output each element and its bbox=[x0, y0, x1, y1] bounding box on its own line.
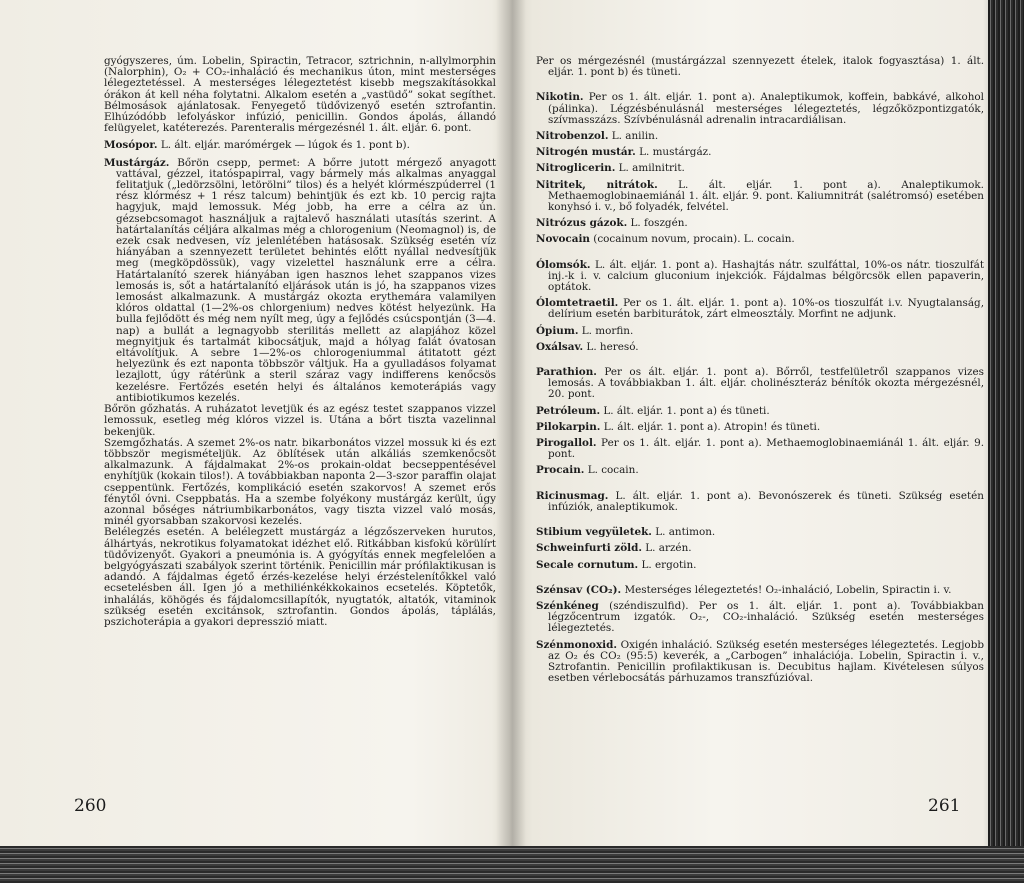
entry-text: Per os ált. eljár. 1. pont a). Bőrről, testfelületről szappanos vizes lemosás. A továbbiakban 1. ált. eljár. cholinészteráz bénítók okozta mérgezésnél, 20. pont. bbox=[548, 366, 984, 401]
entry bbox=[536, 234, 984, 245]
entry-text: L. ált. eljár. marómérgek — lúgok és 1. pont b). bbox=[157, 139, 410, 152]
entry-heading: Nitrózus gázok. bbox=[536, 217, 628, 230]
entry-text: Bőrön csepp, permet: A bőrre jutott mérgező anyagott vattával, gézzel, itatóspapirral, vagy bármely más alkalmas anyaggal felitatjuk („ledörzsölni, letörölni” tilos) és a helyét klórmészpúderrel (1 rész klórmész + 1 rész talcum) behintjük és ezt kb. 10 percig rajta hagyjuk, majd lemossuk. Még jobb, ha erre a célra az ún. gézsebcsomagot használjuk a rajtalevő használati utasítás szerint. A határtalanítás céljára alkalmas még a chlorogenium (Neomagnol) is, de ezek csak nedvesen, víz jelenlétében hatásosak. Szükség esetén víz hiányában a szennyezett területet behintés előtt nyállal nedvesítjük meg (megköpdössük), vagy vizelettel használunk erre a célra. Határtalanító szerek hiányában igen hasznos lehet szappanos vizes lemosás is, sőt a határtalanító eljárások után is jó, ha szappanos vizes lemosást alkalmazunk. A mustárgáz okozta erythemára valamilyen klóros oldattal (1—2%-os chlorgenium) nedves kötést helyezünk. Ha bulla fejlődött és még nem nyílt meg, úgy a fejlődés csúcspontján (3—4. nap) a bullát a legnagyobb sterilitás mellett az alapjához közel megnyitjuk és tartalmát kibocsátjuk, majd a hólyag falát óvatosan eltávolítjuk. A sebre 1—2%-os chlorogeniummal átitatott gézt helyezünk és ezt naponta többször váltjuk. Ha a gyulladásos folyamat lezajlott, úgy rátérünk a steril száraz vagy indifferens kenőcsös kezelésre. Fertőzés esetén helyi és általános kemoterápiás vagy antibiotikumos kezelés. bbox=[116, 156, 496, 404]
right-page-text bbox=[536, 56, 984, 684]
page-number-right: 261 bbox=[928, 796, 961, 816]
entry bbox=[536, 465, 984, 476]
entry-text: Per os 1. ált. eljár. 1. pont a). Methaemoglobinaemiánál 1. ált. eljár. 9. pont. bbox=[548, 437, 984, 461]
entry-heading: Ópium. bbox=[536, 324, 579, 337]
entry bbox=[536, 180, 984, 214]
entry bbox=[536, 260, 984, 294]
page-number-left: 260 bbox=[74, 796, 107, 816]
paragraph: Bőrön gőzhatás. A ruházatot levetjük és az egész testet szappanos vizzel lemossuk, esetleg még klóros vizzel is. Utána a bőrt tiszta vazelinnal bekenjük. bbox=[104, 403, 496, 438]
entry-text: Per os mérgezésnél (mustárgázzal szennyezett ételek, italok fogyasztása) 1. ált. eljár. 1. pont b) és tüneti. bbox=[536, 55, 984, 79]
entry-heading: Secale cornutum. bbox=[536, 558, 639, 571]
entry-text: L. mustárgáz. bbox=[635, 146, 712, 159]
entry-heading: Ólomtetraetil. bbox=[536, 297, 619, 310]
entry-heading: Oxálsav. bbox=[536, 340, 584, 353]
entry bbox=[536, 342, 984, 353]
entry-heading: Parathion. bbox=[536, 366, 597, 379]
entry bbox=[536, 131, 984, 142]
entry-heading: Mosópor. bbox=[104, 139, 158, 152]
entry-heading: Nikotin. bbox=[536, 91, 584, 104]
entry-heading: Nitritek, nitrátok. bbox=[536, 178, 658, 191]
entry-text: L. foszgén. bbox=[627, 217, 688, 230]
entry-text: L. anilin. bbox=[608, 130, 659, 143]
entry bbox=[536, 92, 984, 126]
entry-heading: Szénmonoxid. bbox=[536, 638, 618, 651]
entry bbox=[536, 367, 984, 401]
paragraph: Belélegzés esetén. A belélegzett mustárgáz a légzőszerveken hurutos, álhártyás, nekrotikus folyamatokat idézhet elő. Ritkábban kisfokú körülírt tüdővizenyőt. Gyakori a pneumónia is. A gyógyítás ennek megfelelően a belgyógyászati szabályok szerint történik. Penicillin már prófilaktikusan is adandó. A fájdalmas égető érzés-kezelése helyi érzéstelenítőkkel való ecsetelésben áll. Igen jó a methiliénkékkokainos ecsetelés. Köptetők, inhalálás, köhögés és fájdalomcsillapítók, nyugtatók, altatók, vitaminok szükség esetén excitánsok, sztrofantin. Gondos ápolás, táplálás, pszichoterápia a gyakori depresszió miatt. bbox=[104, 526, 496, 628]
entry-heading: Petróleum. bbox=[536, 404, 601, 417]
entry bbox=[104, 140, 496, 151]
entry-heading: Ricinusmag. bbox=[536, 489, 609, 502]
entry-text: Oxigén inhaláció. Szükség esetén mesterséges lélegeztetés. Legjobb az O₂ és CO₂ (95:5) keverék, a „Carbogen” inhalációja. Lobelin, Spiractin i. v., Sztrofantin. Penicillin profilaktikusan is. Decubitus hajlam. Kivételesen súlyos esetben vérlebocsátás párhuzamos transzfúzióval. bbox=[548, 638, 984, 685]
entry-text: L. ált. eljár. 1. pont a). Bevonószerek és tüneti. Szükség esetén infúziók, analeptikumok. bbox=[548, 489, 984, 513]
entry-text: L. cocain. bbox=[584, 464, 639, 477]
entry-heading: Nitrogén mustár. bbox=[536, 146, 636, 159]
entry bbox=[536, 147, 984, 158]
entry-text: L. ált. eljár. 1. pont a) és tüneti. bbox=[600, 404, 770, 417]
entry bbox=[536, 543, 984, 554]
entry-heading: Stibium vegyületek. bbox=[536, 526, 652, 539]
entry-text: Mesterséges lélegeztetés! O₂-inhaláció, Lobelin, Spiractin i. v. bbox=[621, 583, 952, 596]
entry bbox=[536, 218, 984, 229]
entry-heading: Pirogallol. bbox=[536, 437, 597, 450]
entry-heading: Schweinfurti zöld. bbox=[536, 542, 642, 555]
paragraph: Szemgőzhatás. A szemet 2%-os natr. bikarbonátos vizzel mossuk ki és ezt többször megismételjük. Az öblítések után alkáliás szemkenőcsöt alkalmazunk. A fájdalmakat 2%-os prokain-oldat becseppentésével enyhítjük (kokain tilos!). A továbbiakban naponta 2—3-szor paraffin olajat cseppentünk. Fertőzés, komplikáció esetén szakorvos! A szemet erős fénytől óvni. Cseppbatás. Ha a szembe folyékony mustárgáz került, úgy azonnal bőséges nátriumbikarbonátos, vagy tiszta vizzel való mosás, minél gyorsabban szakorvosi kezelés. bbox=[104, 436, 496, 528]
entry-heading: Nitrobenzol. bbox=[536, 130, 609, 143]
entry-text: Per os 1. ált. eljár. 1. pont a). Analeptikumok, koffein, babkávé, alkohol (pálinka). Légzésbénulásnál mesterséges lélegeztetés, légzőközpontizgatók, szívmasszázs. Szívbénulásnál adrenalin intracardiálisan. bbox=[548, 91, 984, 126]
entry-text: L. arzén. bbox=[641, 542, 692, 555]
entry-text: (cocainum novum, procain). L. cocain. bbox=[589, 233, 795, 246]
entry bbox=[536, 438, 984, 460]
entry-text: L. ált. eljár. 1. pont a). Analeptikumok. Methaemoglobinaemiánál 1. ált. eljár. 9. pont. Kaliumnitrát (salétromsó) esetében konyhsó i. v., bő folyadék, felvétel. bbox=[548, 178, 984, 214]
entry bbox=[536, 585, 984, 596]
entry-heading: Nitroglicerin. bbox=[536, 162, 616, 175]
entry bbox=[536, 601, 984, 635]
entry bbox=[536, 56, 984, 78]
entry bbox=[536, 640, 984, 685]
entry-heading: Procain. bbox=[536, 464, 585, 477]
right-page bbox=[536, 56, 984, 684]
entry bbox=[536, 163, 984, 174]
left-page-text bbox=[104, 56, 496, 628]
entry bbox=[104, 158, 496, 404]
entry-text: L. amilnitrit. bbox=[615, 162, 685, 175]
left-page bbox=[104, 56, 496, 628]
entry-text: L. ált. eljár. 1. pont a). Atropin! és tüneti. bbox=[600, 420, 821, 433]
entry bbox=[536, 298, 984, 320]
book-gutter bbox=[496, 0, 526, 883]
entry-text: L. ergotin. bbox=[638, 558, 697, 571]
entry bbox=[536, 527, 984, 538]
entry-text: L. heresó. bbox=[583, 340, 639, 353]
entry bbox=[536, 560, 984, 571]
entry-text: L. antimon. bbox=[651, 526, 716, 539]
entry-heading: Mustárgáz. bbox=[104, 156, 170, 169]
entry-heading: Novocain bbox=[536, 233, 590, 246]
paragraph: gyógyszeres, úm. Lobelin, Spiractin, Tetracor, sztrichnin, n-allylmorphin (Nalorphin), O₂ + CO₂-inhaláció és mechanikus úton, mint mesterséges lélegeztetéssel. A mesterséges lélegeztetést kisebb megszakításokkal órákon át kell néha folytatni. Alkalom esetén a „vastüdő” sokat segíthet. Bélmosások ajánlatosak. Fenyegető tüdővizenyő esetén sztrofantin. Elhúzódóbb lefolyáskor infúzió, penicillin. Gondos ápolás, állandó felügyelet, katéterezés. Parenteralis mérgezésnél 1. ált. eljár. 6. pont. bbox=[104, 55, 496, 135]
entry-heading: Ólomsók. bbox=[536, 258, 591, 271]
entry-text: (széndiszulfid). Per os 1. ált. eljár. 1. pont a). Továbbiakban légzőcentrum izgatók. O₂-, CO₂-inhaláció. Szükség esetén mesterséges lélegeztetés. bbox=[548, 599, 984, 635]
entry bbox=[536, 422, 984, 433]
entry-text: Per os 1. ált. eljár. 1. pont a). 10%-os tioszulfát i.v. Nyugtalanság, delírium esetén barbiturátok, zárt elmeosztály. Morfint ne adjunk. bbox=[548, 297, 984, 321]
entry bbox=[536, 406, 984, 417]
entry bbox=[536, 326, 984, 337]
page-edge-bottom bbox=[0, 846, 1024, 883]
entry bbox=[536, 491, 984, 513]
entry-heading: Szénsav (CO₂). bbox=[536, 583, 622, 596]
page-edge-right bbox=[988, 0, 1024, 883]
entry-heading: Szénkéneg bbox=[536, 599, 599, 612]
entry-text: L. ált. eljár. 1. pont a). Hashajtás nátr. szulfáttal, 10%-os nátr. tioszulfát inj.-k i. v. calcium gluconium injekciók. Fájdalmas bélgörcsök ellen papaverin, optátok. bbox=[548, 258, 984, 294]
entry-text: L. morfin. bbox=[578, 324, 634, 337]
entry-heading: Pilokarpin. bbox=[536, 420, 601, 433]
